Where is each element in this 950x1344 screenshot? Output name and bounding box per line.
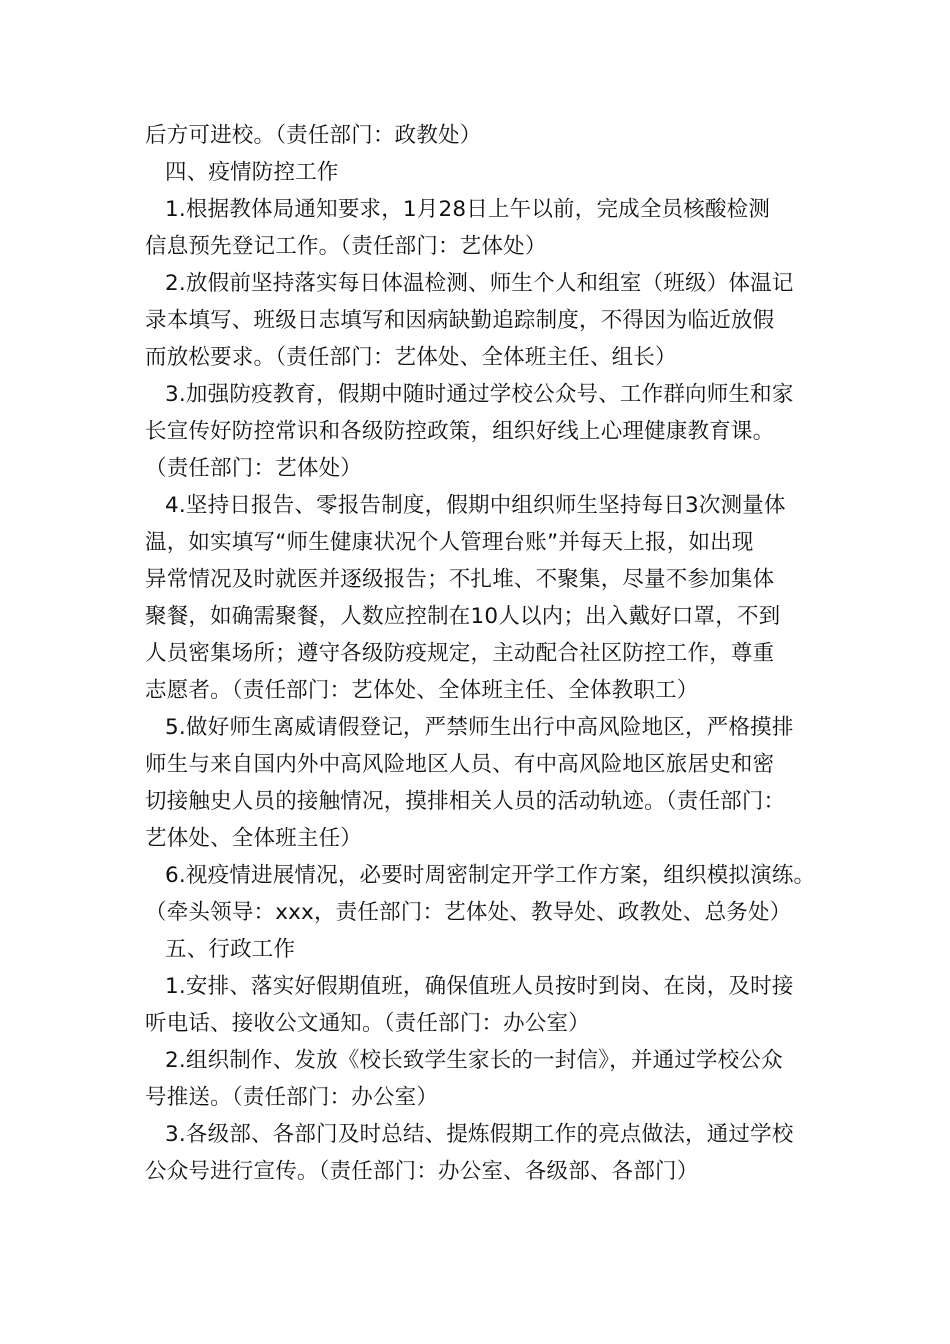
- text-line: 信息预先登记工作。（责任部门：艺体处）: [145, 234, 547, 259]
- text-line: 5.做好师生离威请假登记，严禁师生出行中高风险地区，严格摸排: [165, 715, 794, 740]
- text-line: 而放松要求。（责任部门：艺体处、全体班主任、组长）: [145, 345, 677, 370]
- text-line: 4.坚持日报告、零报告制度，假期中组织师生坚持每日3次测量体: [165, 493, 786, 518]
- text-line: 志愿者。（责任部门：艺体处、全体班主任、全体教职工）: [145, 678, 699, 703]
- text-line: 号推送。（责任部门：办公室）: [145, 1085, 439, 1110]
- text-line: 2.组织制作、发放《校长致学生家长的一封信》，并通过学校公众: [165, 1048, 783, 1073]
- text-line: 艺体处、全体班主任）: [145, 826, 363, 851]
- text-line: 1.安排、落实好假期值班，确保值班人员按时到岗、在岗，及时接: [165, 974, 794, 999]
- text-line: （牵头领导：xxx，责任部门：艺体处、教导处、政教处、总务处）: [145, 900, 792, 925]
- text-line: 聚餐，如确需聚餐，人数应控制在10人以内；出入戴好口罩，不到: [145, 604, 781, 629]
- text-line: 切接触史人员的接触情况，摸排相关人员的活动轨迹。（责任部门：: [145, 789, 786, 814]
- text-line: 人员密集场所；遵守各级防疫规定，主动配合社区防控工作，尊重: [145, 641, 775, 666]
- text-line: 长宣传好防控常识和各级防控政策，组织好线上心理健康教育课。: [145, 419, 775, 444]
- text-line: 温，如实填写“师生健康状况个人管理台账”并每天上报，如出现: [145, 530, 754, 555]
- text-line: 2.放假前坚持落实每日体温检测、师生个人和组室（班级）体温记: [165, 271, 794, 296]
- text-line: 后方可进校。（责任部门：政教处）: [145, 123, 482, 148]
- text-line: 听电话、接收公文通知。（责任部门：办公室）: [145, 1011, 590, 1036]
- text-line: 3.加强防疫教育，假期中随时通过学校公众号、工作群向师生和家: [165, 382, 794, 407]
- section-heading: 四、疫情防控工作: [165, 160, 339, 185]
- text-line: 异常情况及时就医并逐级报告；不扎堆、不聚集，尽量不参加集体: [145, 567, 775, 592]
- text-line: 3.各级部、各部门及时总结、提炼假期工作的亮点做法，通过学校: [165, 1122, 794, 1147]
- text-line: 师生与来自国内外中高风险地区人员、有中高风险地区旅居史和密: [145, 752, 775, 777]
- text-line: （责任部门：艺体处）: [145, 456, 363, 481]
- text-line: 录本填写、班级日志填写和因病缺勤追踪制度，不得因为临近放假: [145, 308, 775, 333]
- text-line: 1.根据教体局通知要求，1月28日上午以前，完成全员核酸检测: [165, 197, 771, 222]
- text-line: 公众号进行宣传。（责任部门：办公室、各级部、各部门）: [145, 1159, 699, 1184]
- text-line: 6.视疫情进展情况，必要时周密制定开学工作方案，组织模拟演练。: [165, 863, 816, 888]
- section-heading: 五、行政工作: [165, 937, 296, 962]
